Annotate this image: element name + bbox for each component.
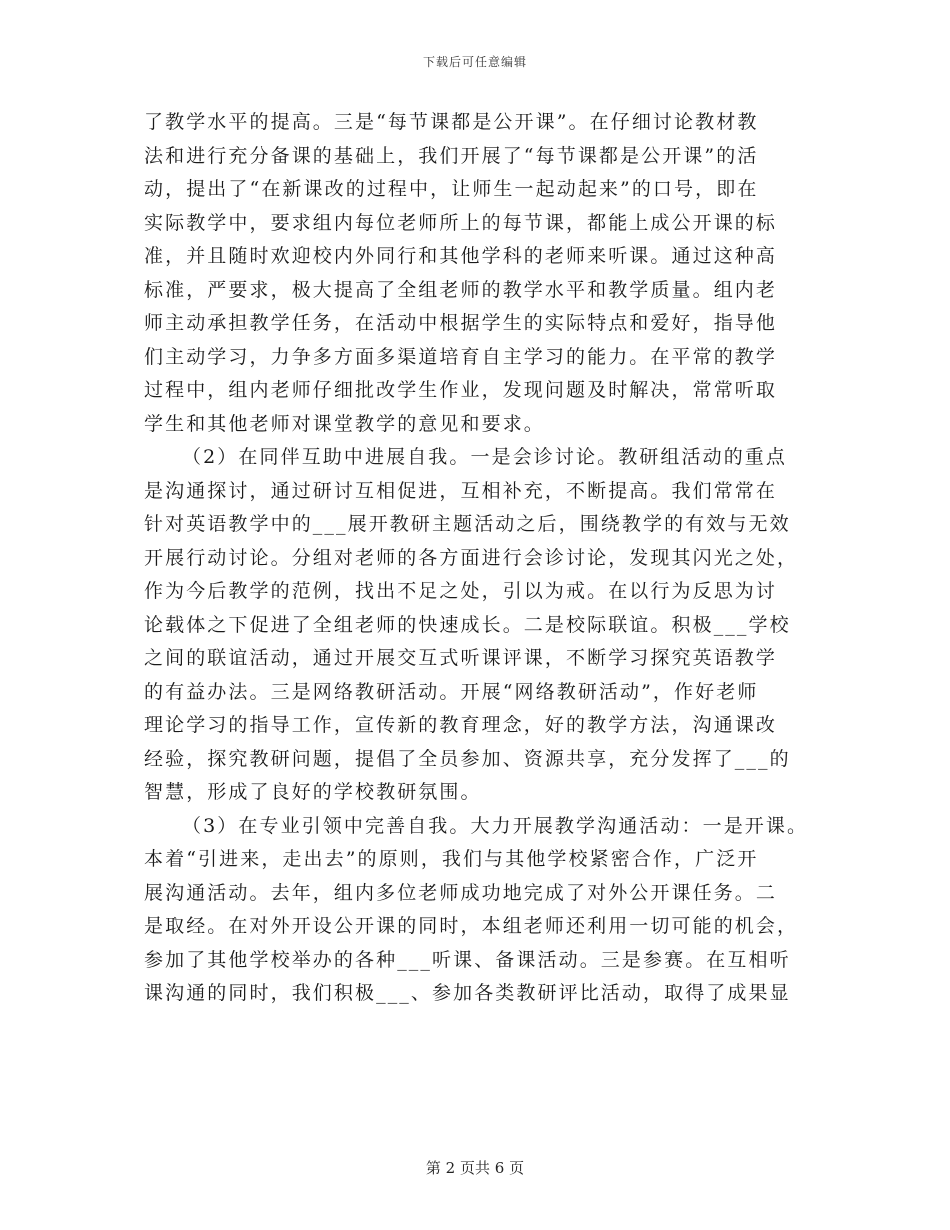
text-line: 实际教学中，要求组内每位老师所上的每节课，都能上成公开课的标 [144,211,778,234]
paragraph-start-line: （3）在专业引领中完善自我。大力开展教学沟通活动：一是开课。 [182,814,809,837]
page-number: 第 2 页共 6 页 [425,1159,525,1177]
page-header: 下载后可任意编辑 [422,55,527,69]
paragraph-start-line: （2）在同伴互助中进展自我。一是会诊讨论。教研组活动的重点 [182,446,787,468]
text-line: 开展行动讨论。分组对老师的各方面进行会诊讨论，发现其闪光之处， [144,546,799,569]
text-line: 过程中，组内老师仔细批改学生作业，发现问题及时解决，常常听取 [144,379,778,401]
text-line: 参加了其他学校举办的各种___听课、备课活动。三是参赛。在互相听 [144,948,791,971]
text-line: 经验，探究教研问题，提倡了全员参加、资源共享，充分发挥了___的 [144,747,791,770]
text-line: 们主动学习，力争多方面多渠道培育自主学习的能力。在平常的教学 [144,345,778,368]
text-line: 之间的联谊活动，通过开展交互式听课评课，不断学习探究英语教学 [144,647,778,669]
text-line: 动，提出了“在新课改的过程中，让师生一起动起来”的口号，即在 [144,178,759,200]
text-line: 智慧，形成了良好的学校教研氛围。 [144,781,482,803]
text-line: 标准，严要求，极大提高了全组老师的教学水平和教学质量。组内老 [144,278,778,301]
text-line: 展沟通活动。去年，组内多位老师成功地完成了对外公开课任务。二 [144,881,778,904]
text-line: 是取经。在对外开设公开课的同时，本组老师还利用一切可能的机会， [144,915,799,937]
text-line: 课沟通的同时，我们积极___、参加各类教研评比活动，取得了成果显 [144,982,791,1004]
text-line: 法和进行充分备课的基础上，我们开展了“每节课都是公开课”的活 [144,144,759,167]
text-line: 了教学水平的提高。三是“每节课都是公开课”。在仔细讨论教材教 [144,111,759,133]
text-line: 针对英语教学中的___展开教研主题活动之后，围绕教学的有效与无效 [144,513,791,535]
text-line: 学生和其他老师对课堂教学的意见和要求。 [144,412,545,435]
text-line: 论载体之下促进了全组老师的快速成长。二是校际联谊。积极___学校 [144,613,791,636]
document-body [144,106,824,1011]
text-line: 理论学习的指导工作，宣传新的教育理念，好的教学方法，沟通课改 [144,714,778,736]
text-line: 师主动承担教学任务，在活动中根据学生的实际特点和爱好，指导他 [144,312,778,334]
text-line: 本着“引进来，走出去”的原则，我们与其他学校紧密合作，广泛开 [144,848,759,870]
text-line: 作为今后教学的范例，找出不足之处，引以为戒。在以行为反思为讨 [144,580,778,602]
text-line: 是沟通探讨，通过研讨互相促进，互相补充，不断提高。我们常常在 [144,479,778,502]
text-line: 准，并且随时欢迎校内外同行和其他学科的老师来听课。通过这种高 [144,245,778,267]
text-line: 的有益办法。三是网络教研活动。开展“网络教研活动”，作好老师 [144,680,759,703]
